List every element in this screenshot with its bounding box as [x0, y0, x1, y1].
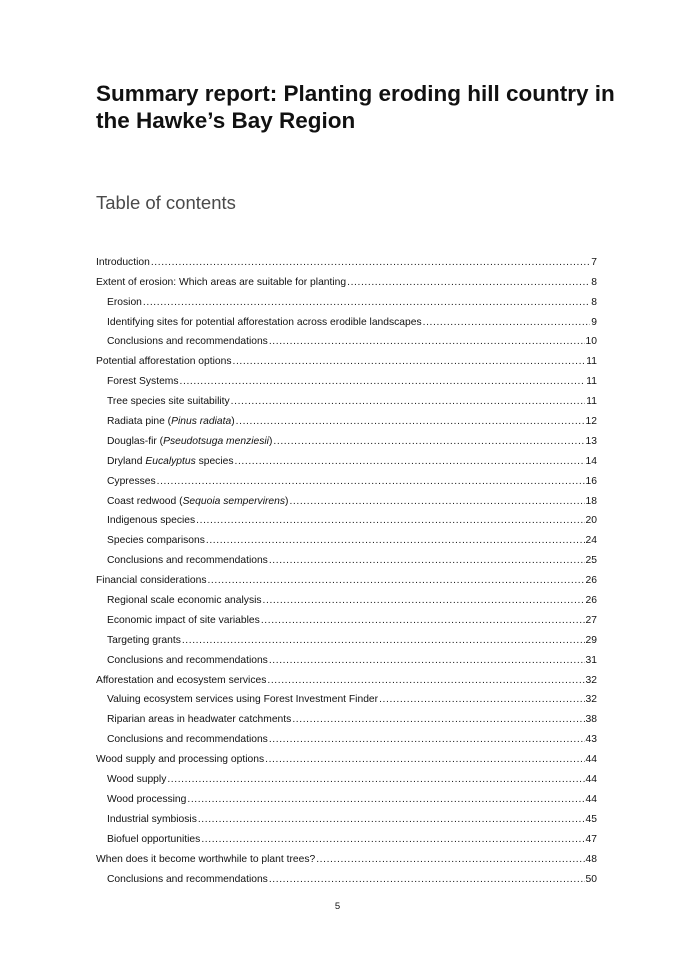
toc-entry-page: 25 [585, 555, 597, 567]
toc-entry[interactable] [96, 428, 597, 448]
toc-entry-text: Conclusions and recommendations [107, 336, 268, 348]
toc-entry-page: 7 [591, 256, 597, 268]
toc-entry-text: Potential afforestation options [96, 356, 232, 368]
toc-entry-title [107, 535, 205, 547]
toc-entry-trailing-text: species [195, 455, 234, 467]
toc-entry-page: 47 [585, 833, 597, 845]
toc-dot-leader [187, 794, 584, 806]
toc-entry[interactable] [96, 607, 597, 627]
toc-entry-page: 13 [585, 435, 597, 447]
toc-dot-leader [201, 834, 584, 846]
toc-dot-leader [180, 376, 586, 388]
toc-entry-title [96, 356, 231, 368]
toc-entry[interactable] [96, 527, 597, 547]
toc-dot-leader [269, 336, 585, 348]
toc-entry-text: When does it become worthwhile to plant trees? [96, 853, 316, 865]
toc-entry-text: Introduction [96, 256, 150, 268]
toc-entry[interactable] [96, 627, 597, 647]
toc-entry[interactable] [96, 408, 597, 428]
toc-entry-page: 44 [585, 754, 597, 766]
toc-entry-page: 31 [585, 654, 597, 666]
toc-entry-page: 38 [585, 714, 597, 726]
toc-dot-leader [143, 297, 590, 309]
toc-entry-page: 8 [591, 296, 597, 308]
table-of-contents [96, 249, 597, 886]
toc-entry-text: Wood processing [107, 793, 187, 805]
toc-heading: Table of contents [96, 192, 236, 213]
toc-entry-page: 27 [585, 614, 597, 626]
toc-entry-title [107, 456, 234, 468]
toc-entry[interactable] [96, 806, 597, 826]
toc-entry-text: Coast redwood ( [107, 495, 183, 507]
toc-entry-title [107, 297, 142, 309]
toc-dot-leader [198, 814, 585, 826]
toc-entry[interactable] [96, 468, 597, 488]
toc-dot-leader [423, 317, 591, 329]
toc-entry-title [107, 376, 179, 388]
toc-dot-leader [269, 555, 585, 567]
toc-entry[interactable] [96, 388, 597, 408]
toc-entry-title [107, 814, 197, 826]
toc-entry[interactable] [96, 488, 597, 508]
toc-dot-leader [167, 774, 584, 786]
toc-entry-page: 11 [586, 356, 597, 368]
toc-entry-page: 8 [591, 276, 597, 288]
toc-entry[interactable] [96, 368, 597, 388]
toc-entry[interactable] [96, 567, 597, 587]
toc-dot-leader [182, 635, 585, 647]
toc-entry-page: 26 [585, 575, 597, 587]
toc-dot-leader [261, 615, 585, 627]
toc-entry[interactable] [96, 547, 597, 567]
toc-dot-leader [263, 595, 585, 607]
toc-entry-text: Tree species site suitability [107, 396, 230, 408]
toc-entry[interactable] [96, 667, 597, 687]
toc-dot-leader [206, 535, 585, 547]
toc-entry-page: 32 [585, 694, 597, 706]
toc-dot-leader [196, 515, 584, 527]
toc-entry-page: 50 [585, 873, 597, 885]
toc-entry-title [96, 754, 264, 766]
toc-entry-text: Erosion [107, 296, 142, 308]
toc-entry-text: Cypresses [107, 475, 156, 487]
toc-entry-title [107, 694, 378, 706]
toc-entry[interactable] [96, 726, 597, 746]
document-title: Summary report: Planting eroding hill country in the Hawke’s Bay Region [96, 81, 615, 133]
toc-entry[interactable] [96, 647, 597, 667]
toc-entry-title [107, 496, 288, 508]
toc-entry-italic-text: Pinus radiata [171, 416, 232, 428]
toc-dot-leader [265, 754, 584, 766]
toc-dot-leader [292, 714, 584, 726]
toc-entry-page: 20 [585, 515, 597, 527]
toc-entry-text: Conclusions and recommendations [107, 555, 268, 567]
toc-entry-page: 48 [585, 853, 597, 865]
toc-dot-leader [231, 396, 586, 408]
toc-entry[interactable] [96, 309, 597, 329]
toc-entry-text: Targeting grants [107, 634, 181, 646]
toc-entry-text: Extent of erosion: Which areas are suitable for planting [96, 276, 347, 288]
toc-entry-page: 16 [585, 475, 597, 487]
toc-dot-leader [347, 277, 590, 289]
page-number: 5 [334, 901, 341, 912]
toc-entry-text: Conclusions and recommendations [107, 654, 268, 666]
toc-entry-title [107, 635, 181, 647]
toc-entry-italic-text: Pseudotsuga menziesii [163, 435, 269, 447]
toc-dot-leader [232, 356, 585, 368]
toc-dot-leader [157, 476, 585, 488]
toc-entry-text: Industrial symbiosis [107, 813, 197, 825]
toc-entry-text: Regional scale economic analysis [107, 595, 262, 607]
toc-dot-leader [236, 416, 585, 428]
toc-entry[interactable] [96, 866, 597, 886]
toc-entry-page: 11 [586, 396, 597, 408]
toc-entry-title [107, 396, 230, 408]
toc-entry-page: 26 [585, 595, 597, 607]
toc-entry-page: 9 [591, 316, 597, 328]
toc-entry-title [107, 436, 272, 448]
toc-dot-leader [235, 456, 585, 468]
toc-entry-trailing-text: ) [285, 495, 289, 507]
toc-entry-text: Dryland [107, 455, 146, 467]
toc-entry-trailing-text: ) [231, 416, 235, 428]
toc-entry-title [96, 675, 266, 687]
toc-entry[interactable] [96, 249, 597, 269]
toc-entry[interactable] [96, 448, 597, 468]
toc-entry-title [107, 595, 262, 607]
toc-entry[interactable] [96, 746, 597, 766]
toc-entry-page: 44 [585, 774, 597, 786]
toc-entry-page: 24 [585, 535, 597, 547]
toc-entry-text: Biofuel opportunities [107, 833, 201, 845]
toc-entry-title [96, 575, 206, 587]
toc-entry-text: Afforestation and ecosystem services [96, 674, 267, 686]
toc-entry-title [107, 515, 195, 527]
toc-entry-title [107, 834, 200, 846]
toc-entry-title [107, 794, 186, 806]
toc-dot-leader [379, 694, 584, 706]
toc-entry-title [107, 555, 268, 567]
toc-entry-page: 44 [585, 793, 597, 805]
toc-dot-leader [269, 874, 585, 886]
toc-entry[interactable] [96, 289, 597, 309]
toc-dot-leader [269, 655, 585, 667]
toc-dot-leader [267, 675, 584, 687]
toc-entry-page: 14 [585, 455, 597, 467]
toc-entry-text: Identifying sites for potential afforestation across erodible landscapes [107, 316, 422, 328]
toc-entry-page: 32 [585, 674, 597, 686]
toc-entry-page: 43 [585, 734, 597, 746]
toc-dot-leader [151, 257, 590, 269]
toc-entry-page: 11 [586, 376, 597, 388]
toc-entry-text: Wood supply and processing options [96, 754, 265, 766]
toc-entry-text: Conclusions and recommendations [107, 734, 268, 746]
toc-entry-text: Indigenous species [107, 515, 196, 527]
toc-entry-title [107, 336, 268, 348]
toc-entry-title [107, 615, 260, 627]
toc-dot-leader [289, 496, 584, 508]
toc-entry-text: Riparian areas in headwater catchments [107, 714, 292, 726]
toc-entry-title [107, 774, 166, 786]
toc-dot-leader [316, 854, 584, 866]
toc-entry[interactable] [96, 766, 597, 786]
toc-entry[interactable] [96, 786, 597, 806]
toc-entry-title [107, 317, 422, 329]
toc-entry-text: Financial considerations [96, 575, 207, 587]
toc-entry[interactable] [96, 508, 597, 528]
toc-entry-title [96, 257, 150, 269]
toc-entry-page: 45 [585, 813, 597, 825]
toc-entry-title [107, 874, 268, 886]
toc-entry-page: 18 [585, 495, 597, 507]
toc-entry-text: Valuing ecosystem services using Forest Investment Finder [107, 694, 379, 706]
toc-dot-leader [273, 436, 584, 448]
toc-entry-text: Species comparisons [107, 535, 205, 547]
toc-entry-italic-text: Sequoia sempervirens [182, 495, 286, 507]
toc-entry-text: Radiata pine ( [107, 416, 172, 428]
toc-entry-title [96, 277, 346, 289]
toc-entry[interactable] [96, 846, 597, 866]
toc-entry-title [107, 476, 156, 488]
toc-entry-title [107, 655, 268, 667]
toc-entry-trailing-text: ) [268, 435, 273, 447]
toc-dot-leader [207, 575, 584, 587]
toc-entry[interactable] [96, 587, 597, 607]
toc-entry-text: Forest Systems [107, 376, 179, 388]
toc-entry-text: Economic impact of site variables [107, 614, 260, 626]
toc-entry-title [107, 416, 235, 428]
toc-entry[interactable] [96, 826, 597, 846]
toc-entry[interactable] [96, 269, 597, 289]
toc-entry[interactable] [96, 687, 597, 707]
toc-entry[interactable] [96, 706, 597, 726]
toc-entry-page: 29 [585, 634, 597, 646]
toc-entry-page: 10 [585, 336, 597, 348]
toc-entry-text: Douglas-fir ( [107, 435, 164, 447]
toc-entry[interactable] [96, 329, 597, 349]
toc-dot-leader [269, 734, 585, 746]
toc-entry[interactable] [96, 348, 597, 368]
toc-entry-italic-text: Eucalyptus [145, 455, 196, 467]
toc-entry-title [96, 854, 315, 866]
toc-entry-page: 12 [585, 416, 597, 428]
toc-entry-title [107, 714, 291, 726]
toc-entry-text: Wood supply [107, 774, 167, 786]
toc-entry-title [107, 734, 268, 746]
toc-entry-text: Conclusions and recommendations [107, 873, 268, 885]
